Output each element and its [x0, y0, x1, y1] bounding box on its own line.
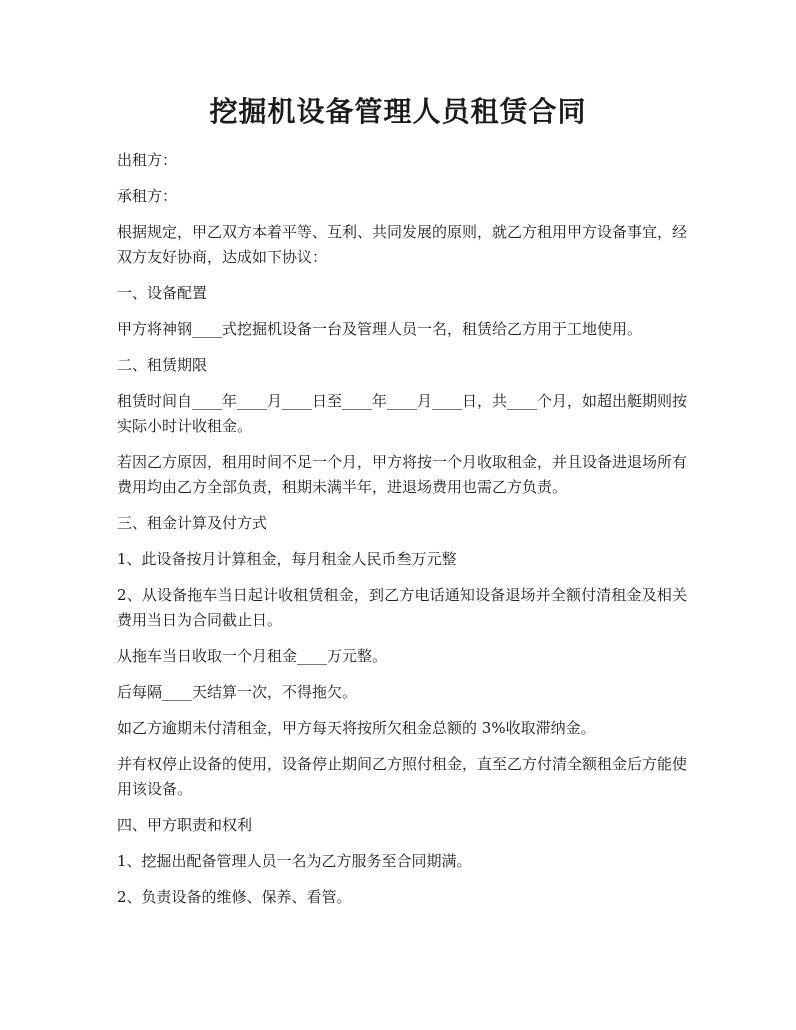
- section-heading-equipment: 一、设备配置: [117, 284, 208, 302]
- rent-first-payment: 从拖车当日收取一个月租金____万元整。: [117, 647, 388, 665]
- document-title: 挖掘机设备管理人员租赁合同: [209, 95, 587, 128]
- section-heading-rent: 三、租金计算及付方式: [117, 514, 268, 532]
- rent-settlement: 后每隔____天结算一次，不得拖欠。: [117, 683, 358, 701]
- document-body: [117, 148, 687, 921]
- rent-clause-1: 1、此设备按月计算租金，每月租金人民币叁万元整: [117, 550, 457, 568]
- preamble-paragraph: 根据规定，甲乙双方本着平等、互利、共同发展的原则，就乙方租用甲方设备事宜，经双方友好协商，达成如下协议：: [117, 223, 688, 266]
- rent-clause-2: 2、从设备拖车当日起计收租赁租金，到乙方电话通知设备退场并全额付清租金及相关费用当日为合同截止日。: [117, 586, 687, 629]
- suspension-paragraph: 并有权停止设备的使用，设备停止期间乙方照付租金，直至乙方付清全额租金后方能使用该设备。: [117, 755, 688, 798]
- term-condition-paragraph: 若因乙方原因，租用时间不足一个月，甲方将按一个月收取租金，并且设备进退场所有费用均由乙方全部负责，租期未满半年，进退场费用也需乙方负责。: [117, 453, 688, 496]
- equipment-paragraph: 甲方将神钢____式挖掘机设备一台及管理人员一名，租赁给乙方用于工地使用。: [117, 320, 643, 338]
- lessor-line: 出租方：: [117, 151, 178, 169]
- late-fee-paragraph: 如乙方逾期未付清租金，甲方每天将按所欠租金总额的 3%收取滞纳金。: [117, 719, 596, 737]
- lessor-duty-1: 1、挖掘出配备管理人员一名为乙方服务至合同期满。: [117, 852, 472, 870]
- term-paragraph: 租赁时间自____年____月____日至____年____月____日，共____个月，如超出艇期则按实际小时计收租金。: [117, 392, 688, 435]
- section-heading-lessor-duties: 四、甲方职责和权利: [117, 816, 253, 834]
- lessee-line: 承租方：: [117, 187, 178, 205]
- section-heading-term: 二、租赁期限: [117, 356, 208, 374]
- lessor-duty-2: 2、负责设备的维修、保养、看管。: [117, 888, 352, 906]
